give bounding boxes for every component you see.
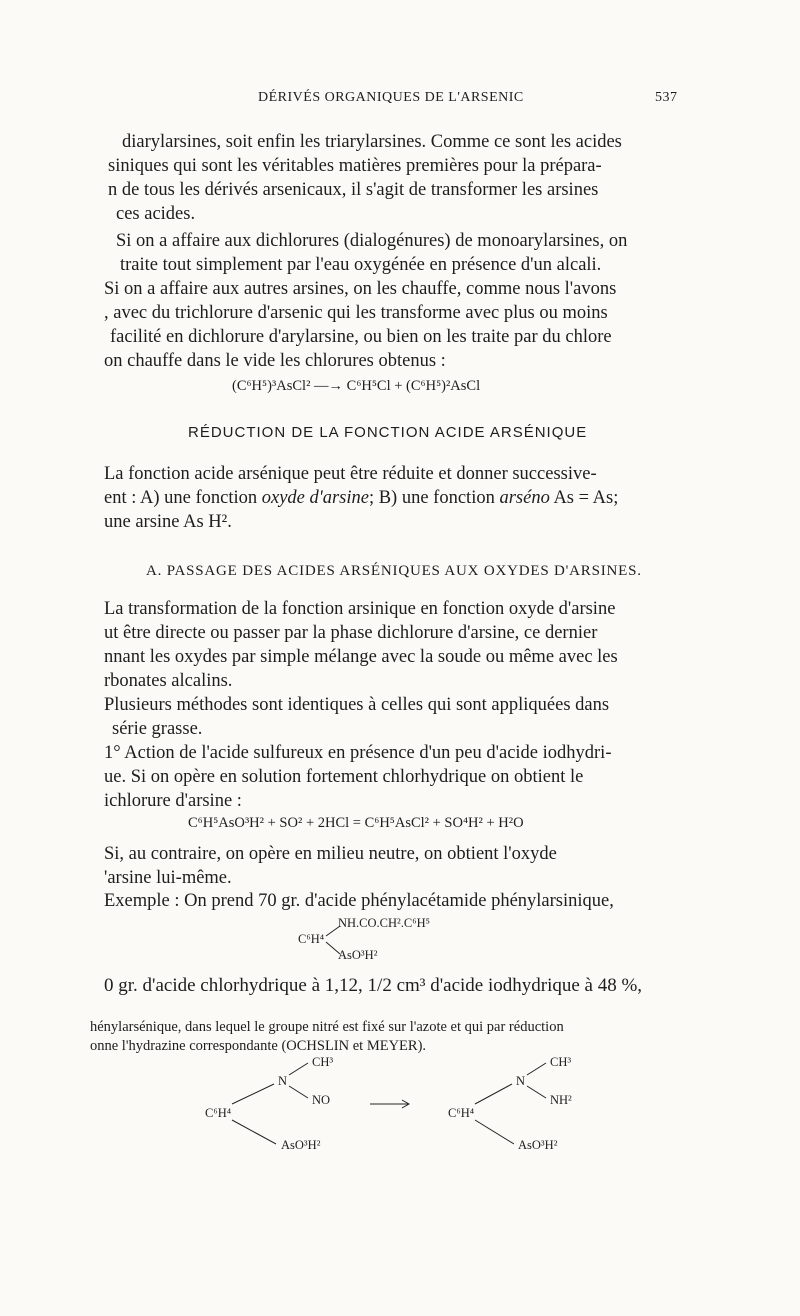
bond-line (326, 942, 340, 954)
text-line: série grasse. (112, 719, 203, 739)
formula-2: C⁶H⁵AsO³H² + SO² + 2HCl = C⁶H⁵AsCl² + SO⁴H² + H²O (188, 815, 524, 831)
bond-line (527, 1086, 546, 1098)
text-fragment: ent : A) une fonction (104, 488, 262, 508)
text-line: La transformation de la fonction arsinique en fonction oxyde d'arsine (104, 599, 616, 619)
text-line: nnant les oxydes par simple mélange avec la soude ou même avec les (104, 647, 618, 667)
product-nitrogen: N (516, 1074, 526, 1088)
text-fragment: ; B) une fonction (368, 488, 500, 508)
text-line: Exemple : On prend 70 gr. d'acide phénylacétamide phénylarsinique, (104, 891, 614, 911)
text-line: ut être directe ou passer par la phase dichlorure d'arsine, ce dernier (104, 623, 598, 643)
text-line: La fonction acide arsénique peut être réduite et donner successive- (104, 464, 597, 484)
text-line: ichlorure d'arsine : (104, 791, 242, 811)
header-title: DÉRIVÉS ORGANIQUES DE L'ARSENIC (258, 90, 524, 105)
reactant-ch3: CH³ (312, 1055, 334, 1069)
bond-line (289, 1086, 308, 1098)
footnote-line: hénylarsénique, dans lequel le groupe nitré est fixé sur l'azote et qui par réduction (90, 1019, 564, 1035)
reactant-as: AsO³H² (281, 1138, 321, 1152)
text-line: Plusieurs méthodes sont identiques à celles qui sont appliquées dans (104, 695, 610, 715)
text-line: Si, au contraire, on opère en milieu neutre, on obtient l'oxyde (104, 844, 557, 864)
structure-1-bottom-group: AsO³H² (338, 948, 378, 962)
text-line: rbonates alcalins. (104, 671, 233, 691)
text-line: 'arsine lui-même. (104, 868, 232, 888)
footnote-line: onne l'hydrazine correspondante (OCHSLIN et MEYER). (90, 1038, 427, 1054)
product-nh2: NH² (550, 1093, 572, 1107)
text-line: une arsine As H². (104, 512, 232, 532)
text-line: , avec du trichlorure d'arsenic qui les transforme avec plus ou moins (104, 303, 608, 323)
reactant-no: NO (312, 1093, 331, 1107)
text-line: n de tous les dérivés arsenicaux, il s'agit de transformer les arsines (108, 180, 599, 200)
structure-1-top-group: NH.CO.CH².C⁶H⁵ (338, 916, 430, 930)
product-as: AsO³H² (518, 1138, 558, 1152)
structure-1-ring: C⁶H⁴ (298, 932, 325, 946)
text-line: ces acides. (116, 204, 196, 224)
bond-line (289, 1063, 308, 1075)
bond-line (527, 1063, 546, 1075)
bond-line (232, 1120, 276, 1144)
text-line: facilité en dichlorure d'arylarsine, ou bien on les traite par du chlore (110, 327, 612, 347)
subsection-heading: A. PASSAGE DES ACIDES ARSÉNIQUES AUX OXYDES D'ARSINES. (146, 563, 642, 579)
text-fragment: As = As; (549, 488, 619, 508)
bond-line (475, 1120, 514, 1144)
text-line: siniques qui sont les véritables matières premières pour la prépara- (108, 156, 602, 176)
reactant-ring: C⁶H⁴ (205, 1106, 232, 1120)
product-ch3: CH³ (550, 1055, 572, 1069)
reactant-nitrogen: N (278, 1074, 288, 1088)
text-line: on chauffe dans le vide les chlorures obtenus : (104, 351, 446, 371)
bond-line (232, 1084, 274, 1104)
formula-1: (C⁶H⁵)³AsCl² —→ C⁶H⁵Cl + (C⁶H⁵)²AsCl (232, 378, 481, 394)
italic-term: oxyde d'arsine (261, 488, 369, 508)
text-line: 1° Action de l'acide sulfureux en présence d'un peu d'acide iodhydri- (104, 743, 612, 763)
bond-line (475, 1084, 512, 1104)
text-line: 0 gr. d'acide chlorhydrique à 1,12, 1/2 cm³ d'acide iodhydrique à 48 %, (104, 975, 643, 996)
text-line: diarylarsines, soit enfin les triarylarsines. Comme ce sont les acides (122, 132, 622, 152)
italic-term: arséno (499, 488, 550, 508)
product-ring: C⁶H⁴ (448, 1106, 475, 1120)
bond-line (326, 926, 340, 936)
section-heading: RÉDUCTION DE LA FONCTION ACIDE ARSÉNIQUE (188, 424, 588, 441)
page-number: 537 (655, 90, 678, 105)
text-line: traite tout simplement par l'eau oxygénée en présence d'un alcali. (120, 255, 602, 275)
text-line: ue. Si on opère en solution fortement chlorhydrique on obtient le (104, 767, 584, 787)
text-line: Si on a affaire aux dichlorures (dialogénures) de monoarylarsines, on (116, 231, 628, 251)
text-line: Si on a affaire aux autres arsines, on les chauffe, comme nous l'avons (104, 279, 617, 299)
